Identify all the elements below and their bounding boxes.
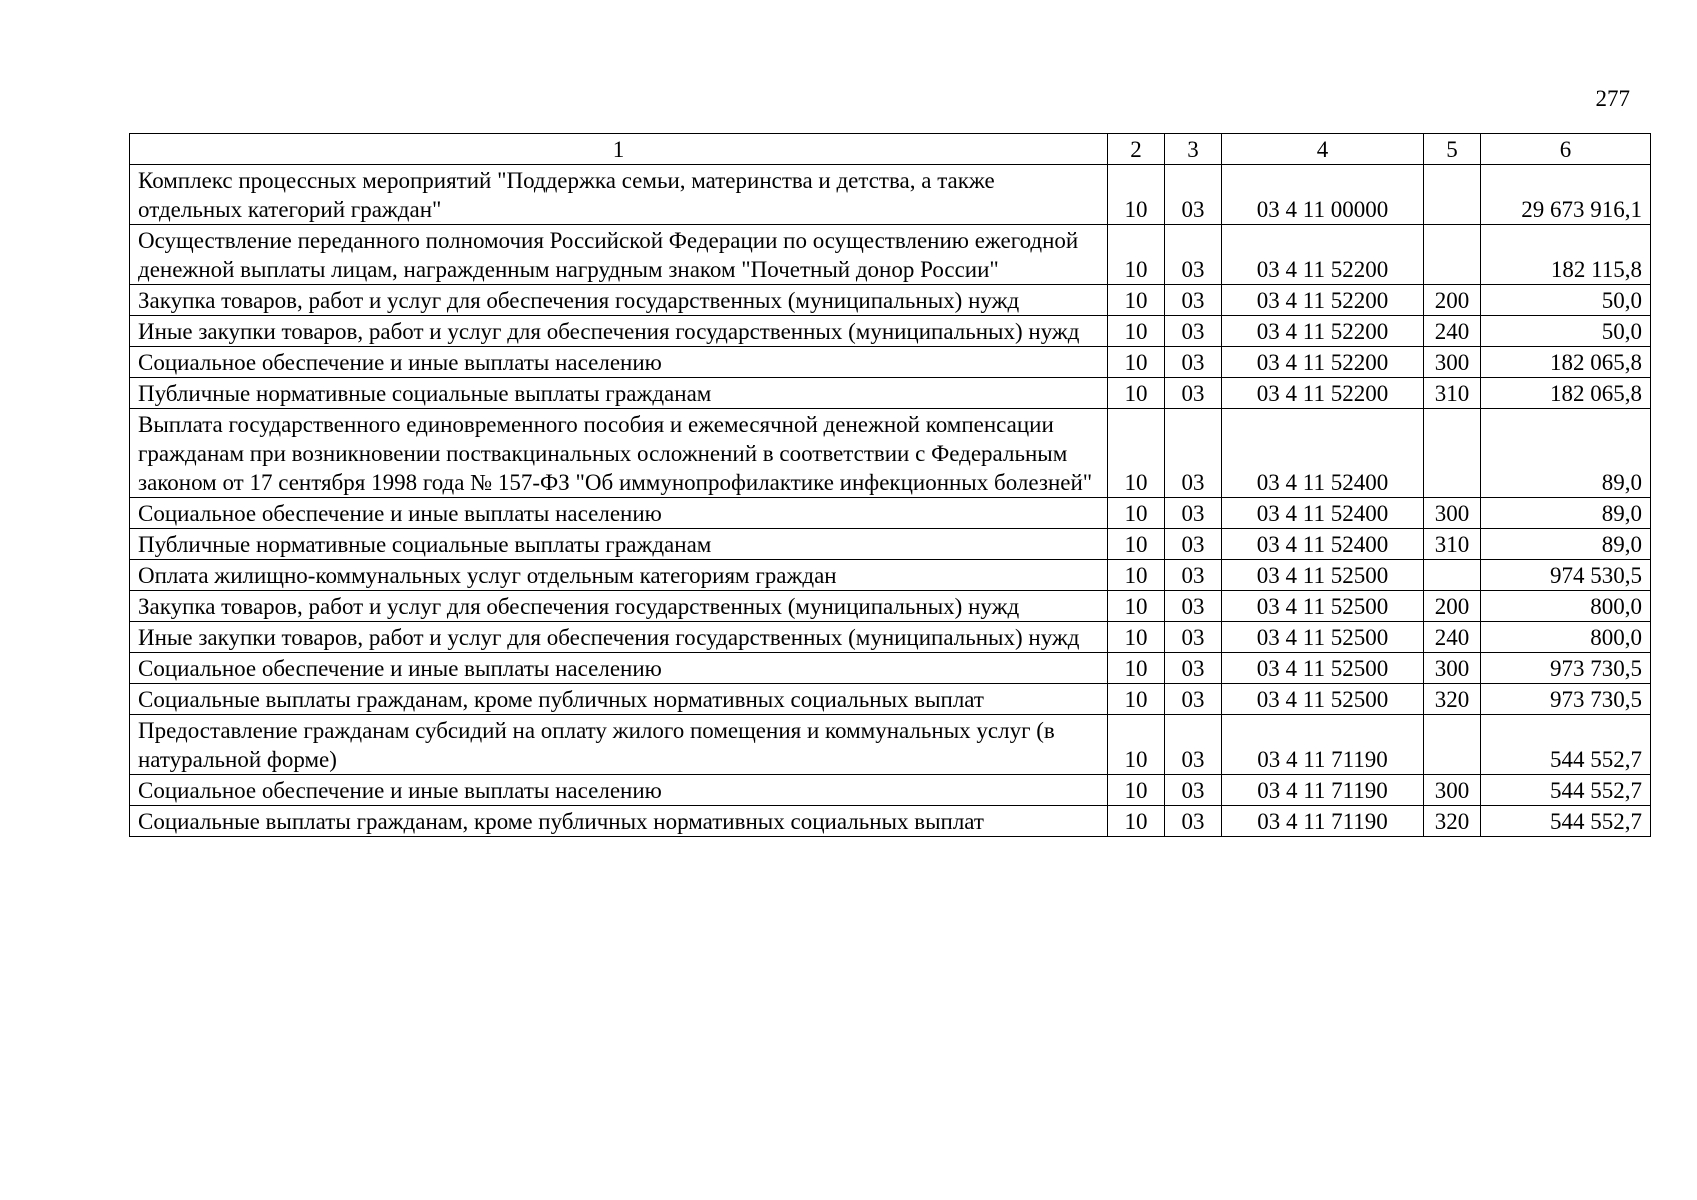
row-subsection: 03 — [1165, 806, 1222, 837]
row-expense-type: 240 — [1424, 316, 1481, 347]
row-subsection: 03 — [1165, 715, 1222, 775]
row-target-article: 03 4 11 71190 — [1222, 715, 1424, 775]
row-name: Социальное обеспечение и иные выплаты населению — [130, 498, 1108, 529]
row-name: Социальное обеспечение и иные выплаты населению — [130, 653, 1108, 684]
row-section: 10 — [1108, 684, 1165, 715]
row-expense-type: 300 — [1424, 347, 1481, 378]
row-target-article: 03 4 11 52400 — [1222, 498, 1424, 529]
row-amount: 544 552,7 — [1481, 806, 1651, 837]
row-section: 10 — [1108, 529, 1165, 560]
row-name: Осуществление переданного полномочия Российской Федерации по осуществлению ежегодной денежной выплаты лицам, награжденным нагрудным знаком "Почетный донор России" — [130, 225, 1108, 285]
row-amount: 89,0 — [1481, 409, 1651, 498]
table-row — [130, 285, 1651, 316]
row-name: Предоставление гражданам субсидий на оплату жилого помещения и коммунальных услуг (в натуральной форме) — [130, 715, 1108, 775]
row-target-article: 03 4 11 52500 — [1222, 591, 1424, 622]
row-target-article: 03 4 11 52500 — [1222, 684, 1424, 715]
table-row — [130, 316, 1651, 347]
row-target-article: 03 4 11 71190 — [1222, 775, 1424, 806]
row-subsection: 03 — [1165, 653, 1222, 684]
row-section: 10 — [1108, 409, 1165, 498]
row-name: Публичные нормативные социальные выплаты гражданам — [130, 529, 1108, 560]
row-section: 10 — [1108, 560, 1165, 591]
row-amount: 50,0 — [1481, 316, 1651, 347]
row-target-article: 03 4 11 52500 — [1222, 653, 1424, 684]
table-row — [130, 622, 1651, 653]
row-expense-type: 240 — [1424, 622, 1481, 653]
row-name: Социальные выплаты гражданам, кроме публичных нормативных социальных выплат — [130, 806, 1108, 837]
table-row — [130, 715, 1651, 775]
row-name: Иные закупки товаров, работ и услуг для обеспечения государственных (муниципальных) нужд — [130, 316, 1108, 347]
row-name: Социальные выплаты гражданам, кроме публичных нормативных социальных выплат — [130, 684, 1108, 715]
row-section: 10 — [1108, 591, 1165, 622]
row-subsection: 03 — [1165, 498, 1222, 529]
row-section: 10 — [1108, 653, 1165, 684]
row-target-article: 03 4 11 52400 — [1222, 529, 1424, 560]
row-target-article: 03 4 11 52200 — [1222, 316, 1424, 347]
row-name: Оплата жилищно-коммунальных услуг отдельным категориям граждан — [130, 560, 1108, 591]
row-amount: 89,0 — [1481, 498, 1651, 529]
table-row — [130, 560, 1651, 591]
table-row — [130, 378, 1651, 409]
row-expense-type: 200 — [1424, 591, 1481, 622]
row-expense-type: 300 — [1424, 653, 1481, 684]
row-subsection: 03 — [1165, 378, 1222, 409]
row-subsection: 03 — [1165, 684, 1222, 715]
row-amount: 973 730,5 — [1481, 684, 1651, 715]
row-amount: 182 065,8 — [1481, 378, 1651, 409]
row-name: Социальное обеспечение и иные выплаты населению — [130, 347, 1108, 378]
row-amount: 182 115,8 — [1481, 225, 1651, 285]
table-row — [130, 347, 1651, 378]
row-name: Публичные нормативные социальные выплаты гражданам — [130, 378, 1108, 409]
row-section: 10 — [1108, 806, 1165, 837]
row-amount: 973 730,5 — [1481, 653, 1651, 684]
row-expense-type — [1424, 165, 1481, 225]
row-subsection: 03 — [1165, 409, 1222, 498]
row-expense-type — [1424, 409, 1481, 498]
row-target-article: 03 4 11 52200 — [1222, 285, 1424, 316]
row-target-article: 03 4 11 71190 — [1222, 806, 1424, 837]
row-target-article: 03 4 11 00000 — [1222, 165, 1424, 225]
row-subsection: 03 — [1165, 560, 1222, 591]
row-expense-type: 310 — [1424, 378, 1481, 409]
column-header: 6 — [1481, 134, 1651, 165]
header-row — [130, 134, 1651, 165]
table-row — [130, 225, 1651, 285]
row-subsection: 03 — [1165, 316, 1222, 347]
page-number: 277 — [1595, 86, 1630, 111]
table-row — [130, 498, 1651, 529]
row-name: Закупка товаров, работ и услуг для обеспечения государственных (муниципальных) нужд — [130, 285, 1108, 316]
row-amount: 89,0 — [1481, 529, 1651, 560]
table-row — [130, 591, 1651, 622]
row-subsection: 03 — [1165, 622, 1222, 653]
row-name: Выплата государственного единовременного пособия и ежемесячной денежной компенсации гражданам при возникновении поствакцинальных осложнений в соответствии с Федеральным законом от 17 сентября 1998 года № 157-ФЗ "Об иммунопрофилактике инфекционных болезней" — [130, 409, 1108, 498]
budget-table — [129, 133, 1651, 837]
row-expense-type: 300 — [1424, 498, 1481, 529]
row-section: 10 — [1108, 622, 1165, 653]
row-section: 10 — [1108, 378, 1165, 409]
row-name: Социальное обеспечение и иные выплаты населению — [130, 775, 1108, 806]
row-expense-type — [1424, 560, 1481, 591]
column-header: 2 — [1108, 134, 1165, 165]
row-name: Комплекс процессных мероприятий "Поддержка семьи, материнства и детства, а также отдельных категорий граждан" — [130, 165, 1108, 225]
table-row — [130, 653, 1651, 684]
row-amount: 800,0 — [1481, 591, 1651, 622]
row-target-article: 03 4 11 52200 — [1222, 225, 1424, 285]
row-expense-type: 300 — [1424, 775, 1481, 806]
row-expense-type: 310 — [1424, 529, 1481, 560]
row-amount: 182 065,8 — [1481, 347, 1651, 378]
row-section: 10 — [1108, 347, 1165, 378]
row-section: 10 — [1108, 165, 1165, 225]
row-name: Закупка товаров, работ и услуг для обеспечения государственных (муниципальных) нужд — [130, 591, 1108, 622]
row-name: Иные закупки товаров, работ и услуг для обеспечения государственных (муниципальных) нужд — [130, 622, 1108, 653]
row-expense-type — [1424, 715, 1481, 775]
table-row — [130, 684, 1651, 715]
row-amount: 29 673 916,1 — [1481, 165, 1651, 225]
row-amount: 544 552,7 — [1481, 715, 1651, 775]
row-amount: 50,0 — [1481, 285, 1651, 316]
row-subsection: 03 — [1165, 529, 1222, 560]
row-section: 10 — [1108, 316, 1165, 347]
row-expense-type — [1424, 225, 1481, 285]
row-subsection: 03 — [1165, 285, 1222, 316]
column-header: 4 — [1222, 134, 1424, 165]
table-row — [130, 165, 1651, 225]
row-expense-type: 320 — [1424, 806, 1481, 837]
row-section: 10 — [1108, 285, 1165, 316]
row-expense-type: 200 — [1424, 285, 1481, 316]
table-body — [130, 165, 1651, 837]
row-target-article: 03 4 11 52200 — [1222, 347, 1424, 378]
row-target-article: 03 4 11 52500 — [1222, 560, 1424, 591]
column-header: 1 — [130, 134, 1108, 165]
table-row — [130, 529, 1651, 560]
table-row — [130, 806, 1651, 837]
row-expense-type: 320 — [1424, 684, 1481, 715]
column-header: 3 — [1165, 134, 1222, 165]
row-amount: 800,0 — [1481, 622, 1651, 653]
row-subsection: 03 — [1165, 165, 1222, 225]
table-row — [130, 775, 1651, 806]
row-amount: 544 552,7 — [1481, 775, 1651, 806]
row-subsection: 03 — [1165, 775, 1222, 806]
row-amount: 974 530,5 — [1481, 560, 1651, 591]
column-header: 5 — [1424, 134, 1481, 165]
table-row — [130, 409, 1651, 498]
row-section: 10 — [1108, 498, 1165, 529]
row-target-article: 03 4 11 52500 — [1222, 622, 1424, 653]
row-section: 10 — [1108, 715, 1165, 775]
row-subsection: 03 — [1165, 591, 1222, 622]
row-subsection: 03 — [1165, 225, 1222, 285]
row-section: 10 — [1108, 225, 1165, 285]
row-target-article: 03 4 11 52200 — [1222, 378, 1424, 409]
row-section: 10 — [1108, 775, 1165, 806]
row-subsection: 03 — [1165, 347, 1222, 378]
row-target-article: 03 4 11 52400 — [1222, 409, 1424, 498]
